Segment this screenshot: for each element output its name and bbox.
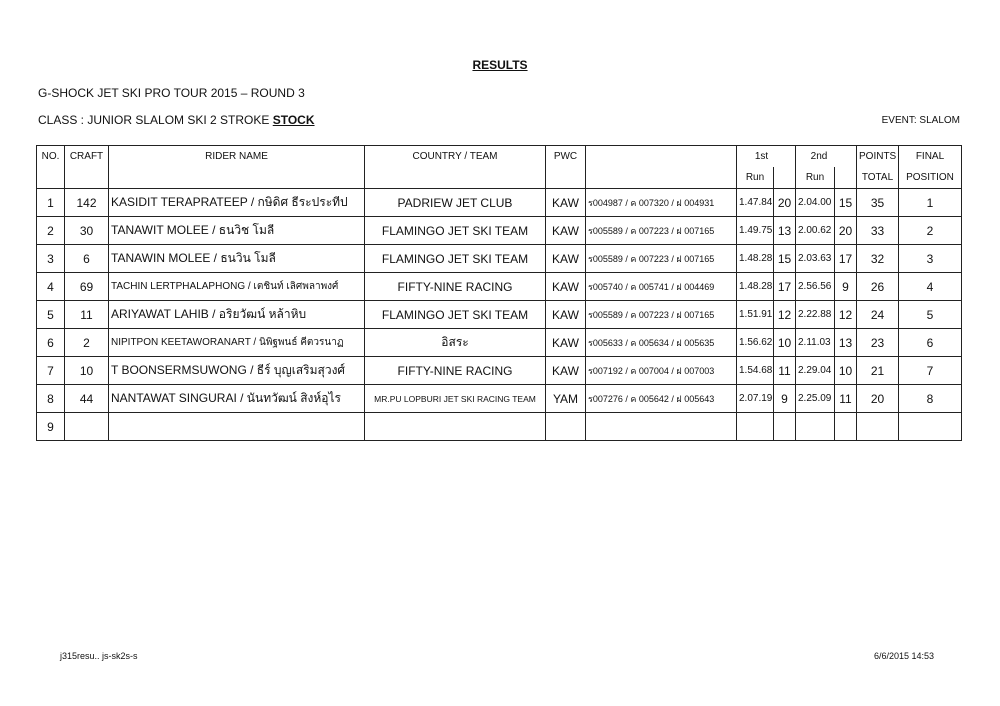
- row-run1-points: 10: [774, 329, 796, 357]
- row-craft: 10: [65, 357, 109, 385]
- row-total: 21: [857, 357, 899, 385]
- col-craft: CRAFT: [65, 146, 109, 168]
- col-final-bottom: POSITION: [899, 167, 962, 189]
- col-rider: RIDER NAME: [109, 146, 365, 168]
- col-points-top: POINTS: [857, 146, 899, 168]
- row-team: อิสระ: [365, 329, 546, 357]
- table-row: [37, 329, 962, 357]
- col-run2-bottom: Run: [796, 167, 835, 189]
- row-total: 35: [857, 189, 899, 217]
- row-no: 8: [37, 385, 65, 413]
- row-pwc: [546, 413, 586, 441]
- row-team: FLAMINGO JET SKI TEAM: [365, 245, 546, 273]
- row-rider: NANTAWAT SINGURAI / นันทวัฒน์ สิงห์อุไร: [109, 385, 365, 413]
- row-run2-time: 2.03.63: [796, 245, 835, 273]
- row-no: 5: [37, 301, 65, 329]
- footer-file: j315resu.. js-sk2s-s: [60, 651, 138, 661]
- row-run2-points: 11: [835, 385, 857, 413]
- row-run1-points: 12: [774, 301, 796, 329]
- footer-datetime: 6/6/2015 14:53: [873, 651, 934, 661]
- row-run2-points: 15: [835, 189, 857, 217]
- row-pwc: KAW: [546, 273, 586, 301]
- row-team: FLAMINGO JET SKI TEAM: [365, 301, 546, 329]
- row-rider: TACHIN LERTPHALAPHONG / เตชินท์ เลิศพลาพงศ์: [109, 273, 365, 301]
- row-pwc: KAW: [546, 301, 586, 329]
- row-run1-time: 1.56.62: [737, 329, 774, 357]
- row-run1-points: 13: [774, 217, 796, 245]
- class-label: [38, 113, 315, 127]
- row-total: 33: [857, 217, 899, 245]
- row-total: 23: [857, 329, 899, 357]
- row-registration: ร005633 / ค 005634 / ฝ 005635: [586, 329, 737, 357]
- row-registration: ร005740 / ค 005741 / ฝ 004469: [586, 273, 737, 301]
- row-run2-points: 13: [835, 329, 857, 357]
- row-run2-points: 17: [835, 245, 857, 273]
- table-row: [37, 301, 962, 329]
- row-rider: TANAWIN MOLEE / ธนวิน โมลี: [109, 245, 365, 273]
- class-stock: STOCK: [272, 113, 315, 127]
- row-run2-time: 2.22.88: [796, 301, 835, 329]
- row-pwc: KAW: [546, 357, 586, 385]
- row-registration: ร007192 / ค 007004 / ฝ 007003: [586, 357, 737, 385]
- row-registration: ร005589 / ค 007223 / ฝ 007165: [586, 301, 737, 329]
- row-craft: 11: [65, 301, 109, 329]
- results-table: [36, 145, 962, 441]
- row-position: 8: [899, 385, 962, 413]
- row-no: 9: [37, 413, 65, 441]
- row-no: 4: [37, 273, 65, 301]
- row-total: 26: [857, 273, 899, 301]
- row-craft: 142: [65, 189, 109, 217]
- row-run1-points: 15: [774, 245, 796, 273]
- row-rider: T BOONSERMSUWONG / ธีร์ บุญเสริมสุวงศ์: [109, 357, 365, 385]
- table-row: [37, 245, 962, 273]
- row-no: 3: [37, 245, 65, 273]
- row-total: 20: [857, 385, 899, 413]
- row-no: 7: [37, 357, 65, 385]
- row-team: PADRIEW JET CLUB: [365, 189, 546, 217]
- row-run1-time: 1.49.75: [737, 217, 774, 245]
- row-total: 32: [857, 245, 899, 273]
- row-run2-points: [835, 413, 857, 441]
- row-team: FIFTY-NINE RACING: [365, 357, 546, 385]
- row-registration: ร005589 / ค 007223 / ฝ 007165: [586, 217, 737, 245]
- col-pwc: PWC: [546, 146, 586, 168]
- row-run1-time: [737, 413, 774, 441]
- row-run1-points: 20: [774, 189, 796, 217]
- row-team: MR.PU LOPBURI JET SKI RACING TEAM: [365, 385, 546, 413]
- col-points-bottom: TOTAL: [857, 167, 899, 189]
- table-row: [37, 357, 962, 385]
- row-no: 2: [37, 217, 65, 245]
- row-position: 4: [899, 273, 962, 301]
- col-no: NO.: [37, 146, 65, 168]
- row-run1-time: 1.48.28: [737, 273, 774, 301]
- row-run2-time: [796, 413, 835, 441]
- table-row: [37, 413, 962, 441]
- row-rider: ARIYAWAT LAHIB / อริยวัฒน์ หล้าหิบ: [109, 301, 365, 329]
- header-row: [37, 146, 962, 168]
- tour-name: G-SHOCK JET SKI PRO TOUR 2015 – ROUND 3: [38, 86, 305, 100]
- col-final-top: FINAL: [899, 146, 962, 168]
- row-run1-time: 2.07.19: [737, 385, 774, 413]
- col-run2-top: 2nd: [796, 146, 857, 168]
- row-team: FIFTY-NINE RACING: [365, 273, 546, 301]
- row-run1-points: 11: [774, 357, 796, 385]
- row-total: [857, 413, 899, 441]
- row-run2-time: 2.00.62: [796, 217, 835, 245]
- row-total: 24: [857, 301, 899, 329]
- col-run1-top: 1st: [737, 146, 796, 168]
- row-run2-points: 20: [835, 217, 857, 245]
- row-pwc: KAW: [546, 217, 586, 245]
- table-row: [37, 273, 962, 301]
- row-run1-time: 1.48.28: [737, 245, 774, 273]
- row-craft: 30: [65, 217, 109, 245]
- row-no: 6: [37, 329, 65, 357]
- row-pwc: YAM: [546, 385, 586, 413]
- row-run1-points: [774, 413, 796, 441]
- row-run1-points: 9: [774, 385, 796, 413]
- row-registration: ร004987 / ค 007320 / ฝ 004931: [586, 189, 737, 217]
- row-rider: [109, 413, 365, 441]
- row-rider: TANAWIT MOLEE / ธนวิช โมลี: [109, 217, 365, 245]
- row-position: 1: [899, 189, 962, 217]
- row-position: 3: [899, 245, 962, 273]
- row-run2-points: 10: [835, 357, 857, 385]
- row-registration: ร005589 / ค 007223 / ฝ 007165: [586, 245, 737, 273]
- class-prefix: CLASS : JUNIOR SLALOM SKI 2 STROKE: [38, 113, 273, 127]
- table-row: [37, 217, 962, 245]
- row-run2-points: 9: [835, 273, 857, 301]
- row-run1-time: 1.54.68: [737, 357, 774, 385]
- row-run2-time: 2.29.04: [796, 357, 835, 385]
- row-craft: 44: [65, 385, 109, 413]
- row-rider: KASIDIT TERAPRATEEP / กษิดิศ ธีระประทีป: [109, 189, 365, 217]
- event-label: EVENT: SLALOM: [881, 115, 960, 126]
- row-registration: ร007276 / ค 005642 / ฝ 005643: [586, 385, 737, 413]
- row-run2-points: 12: [835, 301, 857, 329]
- page-title: RESULTS: [472, 58, 528, 72]
- row-pwc: KAW: [546, 245, 586, 273]
- row-run2-time: 2.04.00: [796, 189, 835, 217]
- row-rider: NIPITPON KEETAWORANART / นิพิฐพนธ์ คีตวรนาฏ: [109, 329, 365, 357]
- row-run2-time: 2.25.09: [796, 385, 835, 413]
- table-row: [37, 189, 962, 217]
- row-position: 7: [899, 357, 962, 385]
- row-team: [365, 413, 546, 441]
- row-craft: 2: [65, 329, 109, 357]
- row-pwc: KAW: [546, 329, 586, 357]
- table-row: [37, 385, 962, 413]
- row-position: [899, 413, 962, 441]
- row-run2-time: 2.56.56: [796, 273, 835, 301]
- col-country: COUNTRY / TEAM: [365, 146, 546, 168]
- header-row-2: [37, 167, 962, 189]
- row-run1-time: 1.51.91: [737, 301, 774, 329]
- row-position: 5: [899, 301, 962, 329]
- row-position: 6: [899, 329, 962, 357]
- row-craft: [65, 413, 109, 441]
- col-run1-bottom: Run: [737, 167, 774, 189]
- col-reg: [586, 146, 737, 168]
- row-position: 2: [899, 217, 962, 245]
- row-team: FLAMINGO JET SKI TEAM: [365, 217, 546, 245]
- row-craft: 6: [65, 245, 109, 273]
- row-registration: [586, 413, 737, 441]
- row-run1-points: 17: [774, 273, 796, 301]
- row-no: 1: [37, 189, 65, 217]
- row-run2-time: 2.11.03: [796, 329, 835, 357]
- row-pwc: KAW: [546, 189, 586, 217]
- row-craft: 69: [65, 273, 109, 301]
- row-run1-time: 1.47.84: [737, 189, 774, 217]
